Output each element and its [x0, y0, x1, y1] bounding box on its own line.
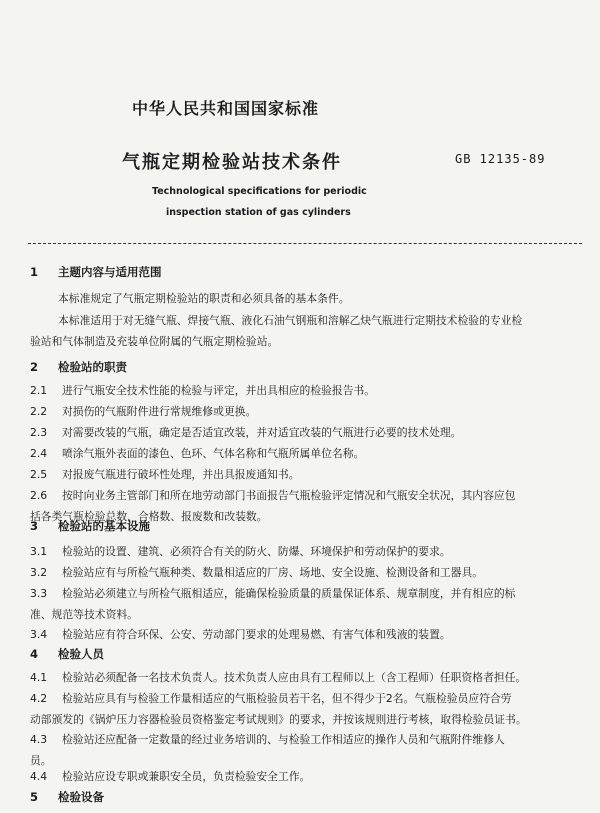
list-item: 3.2 检验站应有与所检气瓶种类、数量相适应的厂房、场地、安全设施、检测设备和工器具。 [30, 566, 484, 579]
document-title-cn: 气瓶定期检验站技术条件 [122, 152, 342, 173]
section-heading: 2 检验站的职责 [30, 360, 127, 374]
paragraph: 本标准规定了气瓶定期检验站的职责和必须具备的基本条件。 [58, 292, 350, 305]
list-item: 2.1 进行气瓶安全技术性能的检验与评定，并出具相应的检验报告书。 [30, 384, 376, 397]
standard-code: GB 12135-89 [455, 152, 546, 166]
header-divider [28, 243, 582, 244]
list-item: 2.2 对损伤的气瓶附件进行常规维修或更换。 [30, 405, 257, 418]
list-item-continuation: 括各类气瓶检验总数、合格数、报废数和改装数。 [30, 510, 268, 523]
section-heading: 4 检验人员 [30, 647, 104, 661]
document-title-en [152, 181, 367, 223]
paragraph: 验站和气体制造及充装单位附属的气瓶定期检验站。 [30, 335, 279, 348]
list-item-continuation: 动部颁发的《锅炉压力容器检验员资格鉴定考试规则》的要求，并按该规则进行考核，取得检验员证书。 [30, 713, 527, 726]
list-item: 3.3 检验站必须建立与所检气瓶相适应，能确保检验质量的质量保证体系、规章制度，并有相应的标 准、规范等技术资料。 [30, 583, 578, 625]
paragraph: 本标准适用于对无缝气瓶、焊接气瓶、液化石油气钢瓶和溶解乙炔气瓶进行定期技术检验的专业检 [58, 314, 523, 327]
list-item: 2.4 喷涂气瓶外表面的漆色、色环、气体名称和气瓶所属单位名称。 [30, 447, 365, 460]
section-heading: 3 检验站的基本设施 [30, 519, 150, 533]
list-item: 3.4 检验站应有符合环保、公安、劳动部门要求的处理易燃、有害气体和残液的装置。 [30, 628, 451, 641]
list-item: 4.1 检验站必须配备一名技术负责人。技术负责人应由具有工程师以上（含工程师）任职资格者担任。 [30, 671, 527, 684]
list-item: 4.2 检验站应具有与检验工作量相适应的气瓶检验员若干名，但不得少于2名。气瓶检验员应符合劳 动部颁发的《锅炉压力容器检验员资格鉴定考试规则》的要求，并按该规则进行考核，取得检验员证书。 [30, 688, 578, 730]
title-en-line2: inspection station of gas cylinders [166, 207, 351, 218]
section-heading: 5 检验设备 [30, 790, 104, 804]
list-item: 3.1 检验站的设置、建筑、必须符合有关的防火、防爆、环境保护和劳动保护的要求。 [30, 545, 451, 558]
section-heading: 1 主题内容与适用范围 [30, 265, 162, 279]
list-item: 4.4 检验站应设专职或兼职安全员，负责检验安全工作。 [30, 770, 311, 783]
country-standard-heading: 中华人民共和国国家标准 [132, 99, 320, 118]
title-en-line1: Technological specifications for periodic [152, 186, 367, 197]
list-item: 4.3 检验站还应配备一定数量的经过业务培训的、与检验工作相适应的操作人员和气瓶附件维修人 员。 [30, 729, 578, 771]
list-item: 2.5 对报废气瓶进行破坏性处理，并出具报废通知书。 [30, 468, 300, 481]
list-item: 2.3 对需要改装的气瓶，确定是否适宜改装，并对适宜改装的气瓶进行必要的技术处理。 [30, 426, 462, 439]
list-item-continuation: 员。 [30, 754, 52, 767]
list-item-continuation: 准、规范等技术资料。 [30, 608, 138, 621]
list-item: 2.6 按时向业务主管部门和所在地劳动部门书面报告气瓶检验评定情况和气瓶安全状况，其内容应包 括各类气瓶检验总数、合格数、报废数和改装数。 [30, 485, 578, 527]
